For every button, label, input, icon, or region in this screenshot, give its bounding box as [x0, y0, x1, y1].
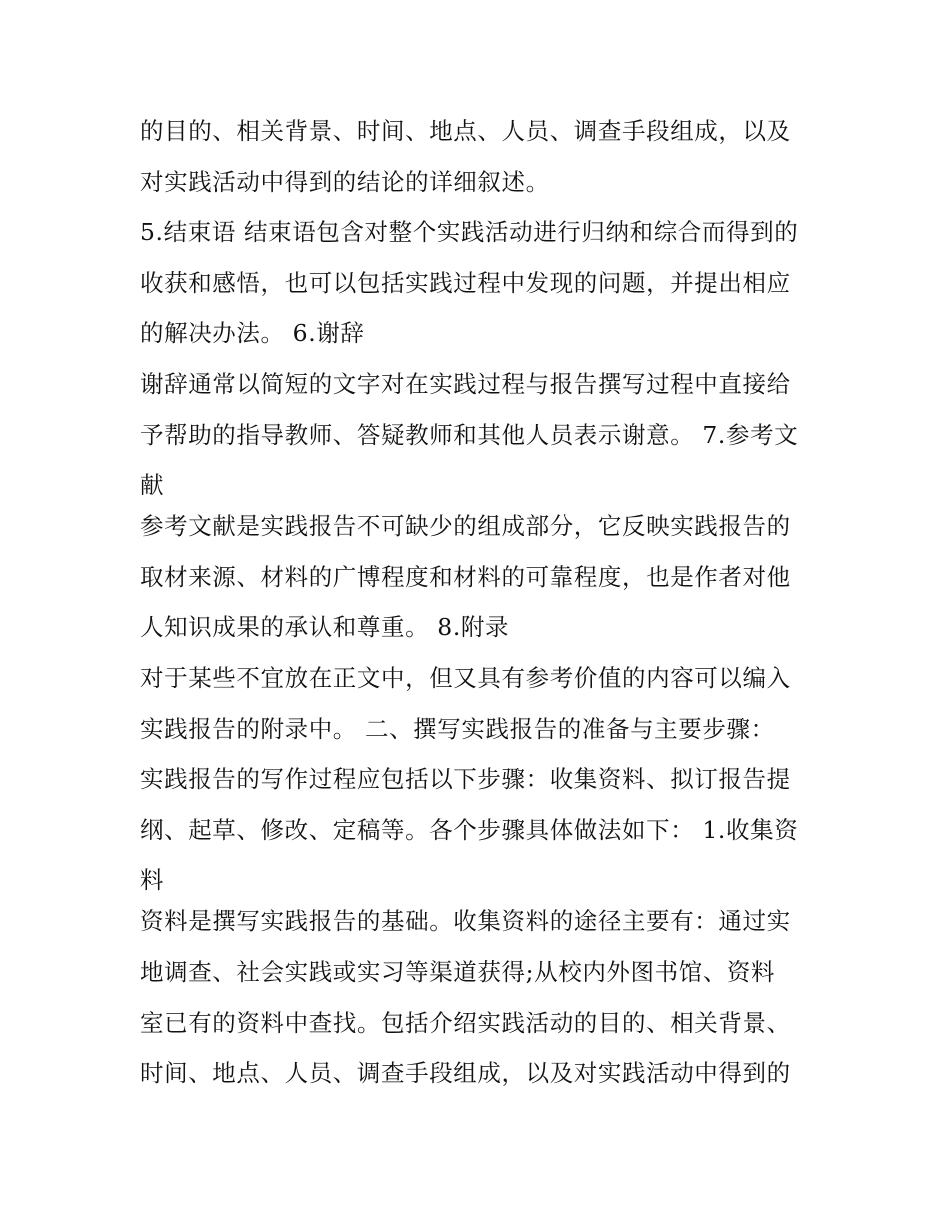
text-line: 时间、地点、人员、调查手段组成，以及对实践活动中得到的: [140, 1059, 791, 1088]
document-body: [140, 106, 820, 1099]
text-line: 的解决办法。 6.谢辞: [140, 319, 365, 348]
text-line: 献: [140, 471, 165, 500]
text-line: 人知识成果的承认和尊重。 8.附录: [140, 613, 510, 642]
text-line: 资料是撰写实践报告的基础。收集资料的途径主要有：通过实: [140, 907, 791, 936]
text-line: 实践报告的写作过程应包括以下步骤：收集资料、拟订报告提: [140, 765, 791, 794]
text-line: 5.结束语 结束语包含对整个实践活动进行归纳和综合而得到的: [140, 218, 799, 247]
text-line: 参考文献是实践报告不可缺少的组成部分，它反映实践报告的: [140, 512, 791, 541]
text-line: 纲、起草、修改、定稿等。各个步骤具体做法如下： 1.收集资: [140, 815, 799, 844]
text-line: 的目的、相关背景、时间、地点、人员、调查手段组成，以及: [140, 117, 791, 145]
text-line: 取材来源、材料的广博程度和材料的可靠程度，也是作者对他: [140, 562, 791, 591]
text-line: 实践报告的附录中。 二、撰写实践报告的准备与主要步骤：: [140, 714, 775, 743]
text-line: 对于某些不宜放在正文中，但又具有参考价值的内容可以编入: [140, 663, 791, 692]
text-line: 谢辞通常以简短的文字对在实践过程与报告撰写过程中直接给: [140, 369, 791, 398]
text-line: 收获和感悟，也可以包括实践过程中发现的问题，并提出相应: [140, 268, 791, 297]
text-line: 室已有的资料中查找。包括介绍实践活动的目的、相关背景、: [140, 1008, 791, 1037]
text-line: 地调查、社会实践或实习等渠道获得;从校内外图书馆、资料: [140, 957, 776, 986]
text-line: 予帮助的指导教师、答疑教师和其他人员表示谢意。 7.参考文: [140, 420, 799, 449]
text-line: 料: [140, 866, 165, 895]
text-line: 对实践活动中得到的结论的详细叙述。: [140, 167, 550, 196]
